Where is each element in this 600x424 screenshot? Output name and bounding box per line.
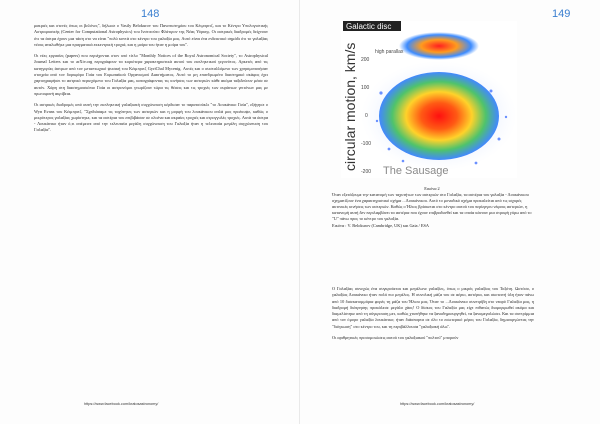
right-paragraph-1: Ο Γαλαξίας συνεχώς ένα συγκρούεται και μεγάλωνε γαλαξίες, όπως ο μικρός γαλαξίας του Τοξότη. Ωστόσο, ο γαλαξίας Λουκάνικο ήταν πολύ πιο μεγάλος. Η συνολική μάζα του σε αέριο, αστέρια, και σκοτεινή ύλη ήταν πάνω από 10 δισεκατομμύρια φορές τη μάζα του Ήλιου μας. Όταν το ...Λουκάνικο συνετρίβη στο νεαρό Γαλαξία μας, η διαδρομή διάτρησης προκάλεσε μεγάλο χάος! Ο δίσκος του Γαλαξία μας είχε πιθανώς διαμορφωθεί ακόμα και διαμελίστηκε από τη σύγκρουση μετ, καθώς χτυπήθηκε να ξαναδημιουργηθεί, να ξαναμεγαλώσει. Και τα συντρίμμια από τον όμορο γαλαξία λουκάνικο; ήταν διάσπαρτα σε όλο το εσωτερικό μέρος του Γαλαξία, δημιουργώντας την "διόγκωση" στο κέντρο του, και τη περιβάλλουσα "γαλαξιακή άλω". (332, 286, 534, 329)
page-number-right: 149 (552, 8, 571, 20)
right-body (332, 286, 534, 346)
caption-credit: Εικόνα : V. Belokurov (Cambridge, UK) και Gaia / ESA (332, 222, 430, 228)
sausage-label: The Sausage (383, 165, 449, 177)
high-parallax-label: high parallax (375, 49, 404, 55)
caption-text: Όταν εξετάζουμε την κατανομή των ταχυτήτων των αστεριών στο Γαλαξία, τα αστέρια του γαλαξία - Λουκάνικου σχηματίζουν ένα χαρακτηριστικό σχήμα ...Λουκάνικου. Αυτό το μοναδικό σχήμα προκαλείται από τις ισχυρές ακτινικές κινήσεις των αστεριών. Καθώς ο Ήλιος βρίσκεται στο κέντρο αυτού του περίεργου νέφους αστεριών, η κατανομή αυτή δεν περιλαμβάνει τα αστέρια που έχουν επιβραδυνθεί και τα οποία κάνουν μια στροφή γύρω από το "U" πάνω προς το κέντρο του γαλαξία. (332, 192, 532, 222)
left-body (34, 23, 268, 139)
galactic-disc-label: Galactic disc (346, 22, 392, 31)
footer-link-right[interactable]: https://www.facebook.com/kratosastronomy/ (400, 402, 475, 406)
y-axis-label: circular motion, km/s (342, 42, 358, 171)
y-tick-200: 200 (361, 57, 370, 63)
y-tick-minus-100: -100 (361, 141, 372, 147)
left-paragraph-2: Οι νέες εργασίες (papers) που περιέχονται στον υπό τίτλο "Monthly Notices of the Royal Astronomical Society", το Astrophysical Journal Letters και το arXiv.org περιγράφουν τα κυριότερα χαρακτηριστικά αυτού του εκπληκτικού γεγονότος. Αρκετές από τις κατηγορίες άστρων από τον μεταπτωχικό ψυσική του Κέιμπριτζ GyriChal Mycenig. Αυτές και ο συσταλλόμενο των χρησιμοποιήσαν στοιχεία από τον δορυφόρο Γαία του Ευρωπαϊκού Οργανισμού Διαστήματος. Αυτό το μη επανδρωμένο διαστημικό σκάφος έχει χαρτογραφήσει το αστρικό περιεχόμενο του Γαλαξία μας, καταγράφοντας τις κινήσεις των αστεριών κάθε ακόμα ταξιδεύουν μέσα σε αυτόν. Χάρη στη διαστημοσκόπιο Γαία οι αστρονόμοι γνωρίζουν τώρα τις θέσεις και τις τροχιές των ουράνιων γειτόνων μας με πρωτοφανή ακρίβεια. (34, 53, 268, 96)
velocity-heatmap (341, 21, 517, 178)
sausage-figure (341, 21, 517, 178)
page-number-left: 148 (141, 8, 160, 20)
y-tick-100: 100 (361, 85, 370, 91)
right-paragraph-2: Οι αριθμητικές προσομοιώσεις αυτού του γαλαξιακού "πολτού" μπορούν (332, 335, 459, 341)
caption-title: Εικόνα 2 (424, 186, 440, 191)
figure-caption (332, 186, 532, 229)
footer-link-left[interactable]: https://www.facebook.com/kratosastronomy/ (84, 402, 159, 406)
y-tick-minus-200: -200 (361, 169, 372, 175)
left-paragraph-1: μακριές και στενές όπως οι βελόνες", δήλωσε ο Vasily Belokurov του Πανεπιστημίου του Κέιμπριτζ, και το Κέντρο Υπολογιστικής Αστροφυσικής (Center for Computational Astrophysics) του Ινστιτούτο Φλάτιρον της Νέας Υόρκης. Οι αστρικές διαδρομές δείχνουν ότι τα άστρα έχουν μια τάση στο να είναι "πολύ κοντά στο κέντρο του γαλαξία μας. Αυτό είναι ένα ενδεικτικό σημάδι ότι το γαλαξίας νέους αναλωθήκε μια πραγματικά εκκεντρική τροχιά, και η μοίρα του ήταν η μοίρα του". (34, 23, 268, 47)
y-tick-0: 0 (365, 113, 368, 119)
page-divider (299, 0, 300, 424)
left-paragraph-3: Οι αστρικές διαδρομές από αυτή την εκπληκτική γαλαξιακή συγχώνευση κέρδισαν το παρατσούκλι "το Λουκάνικο Γαία", εξήγησε ο Wyn Evans του Κέιμπριτζ. "Σχεδιάσαμε τις ταχύτητες των αστεριών και η μορφή του λουκάνικου απλά μας προέκυψε, καθώς ο μικρότερος γαλαξίας χωρίστηκε, και τα αστέρια του επιβιβάσαν σε ολοένα και ακραίες τροχιές και στρογγυλές τροχιές. Αυτά τα άστρα - Λουκάνικο ήταν ό,τι απέμεινε από την τελευταία μεγάλη συγχώνευση του Γαλαξία ήταν η τελευταία μεγάλη συγχώνευση του Γαλαξία". (34, 102, 268, 133)
